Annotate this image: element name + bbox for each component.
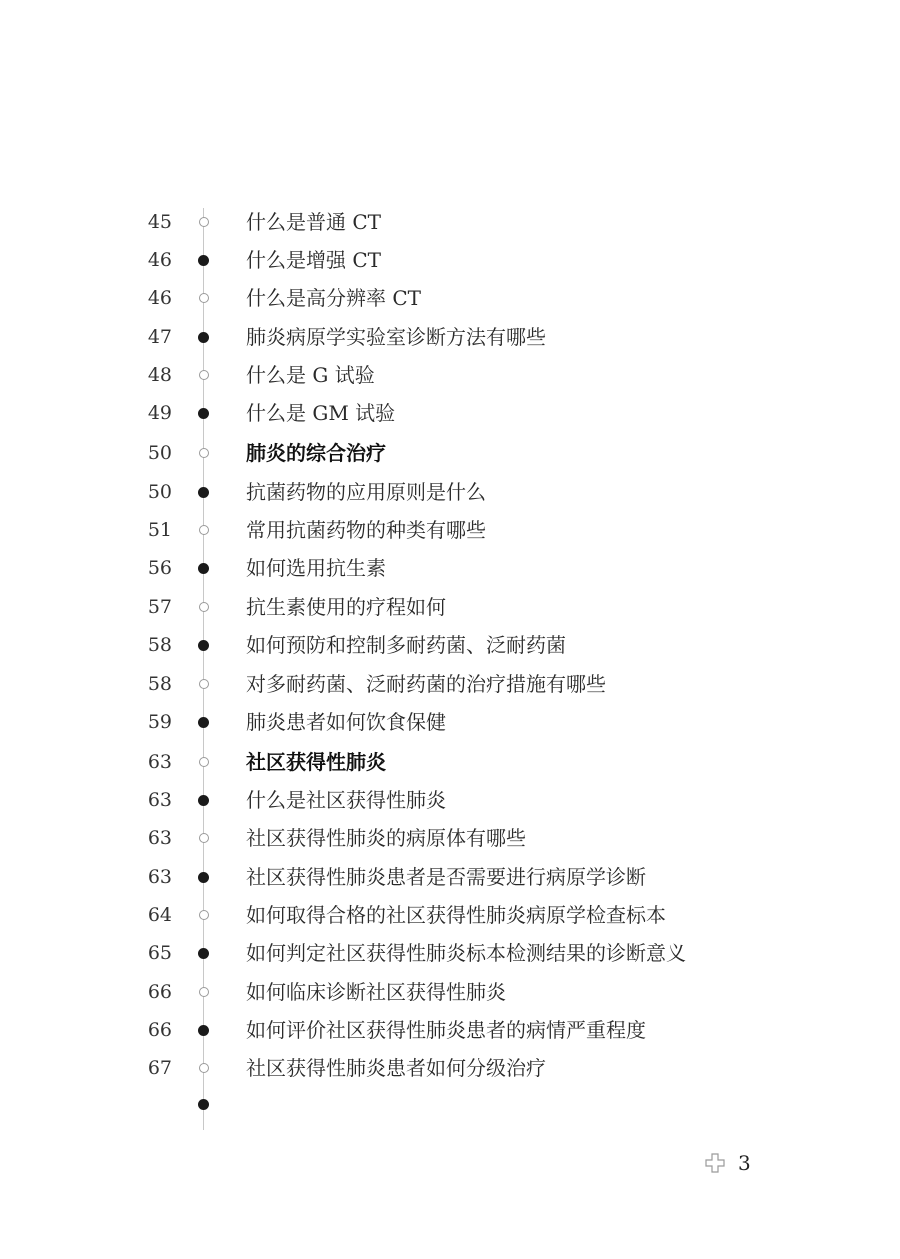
- toc-entry-title: 社区获得性肺炎: [246, 750, 386, 774]
- filled-dot-icon: [198, 408, 209, 419]
- toc-page-number: 47: [147, 326, 172, 348]
- open-dot-icon: [199, 448, 209, 458]
- toc-entry-title: 如何评价社区获得性肺炎患者的病情严重程度: [246, 1018, 646, 1042]
- toc-entry[interactable]: [0, 781, 900, 819]
- toc-page-number: 67: [147, 1057, 172, 1079]
- toc-page-number: 63: [147, 789, 172, 811]
- toc-section-heading[interactable]: [0, 743, 900, 781]
- toc-entry[interactable]: [0, 549, 900, 587]
- cross-outline-icon: [705, 1153, 725, 1173]
- open-dot-icon: [199, 370, 209, 380]
- filled-dot-icon: [198, 332, 209, 343]
- toc-entry[interactable]: [0, 1011, 900, 1049]
- toc-entry[interactable]: [0, 896, 900, 934]
- toc-page-number: 58: [147, 634, 172, 656]
- toc-entry-title: 肺炎患者如何饮食保健: [246, 710, 446, 734]
- toc-entry-title: 如何预防和控制多耐药菌、泛耐药菌: [246, 633, 566, 657]
- toc-entry-title: 如何临床诊断社区获得性肺炎: [246, 980, 506, 1004]
- toc-entry-title: 社区获得性肺炎的病原体有哪些: [246, 826, 526, 850]
- toc-entry[interactable]: [0, 973, 900, 1011]
- toc-page-number: 57: [147, 596, 172, 618]
- toc-page-number: 66: [147, 1019, 172, 1041]
- toc-page-number: 66: [147, 981, 172, 1003]
- toc-entry-title: 什么是增强 CT: [246, 248, 381, 272]
- toc-entry-title: 什么是高分辨率 CT: [246, 286, 421, 310]
- toc-entry[interactable]: [0, 665, 900, 703]
- toc-entry-title: 肺炎的综合治疗: [246, 441, 386, 465]
- filled-dot-icon: [198, 563, 209, 574]
- toc-entry[interactable]: [0, 203, 900, 241]
- toc-entry-title: 什么是 G 试验: [246, 363, 375, 387]
- toc-page-number: 45: [147, 211, 172, 233]
- toc-page-number: 46: [147, 249, 172, 271]
- toc-page-number: 51: [147, 519, 172, 541]
- toc-entry[interactable]: [0, 473, 900, 511]
- page-number: 3: [738, 1151, 751, 1175]
- toc-entry[interactable]: [0, 858, 900, 896]
- toc-entry-title: 如何选用抗生素: [246, 556, 386, 580]
- toc-page-number: 65: [147, 942, 172, 964]
- toc-page-number: 58: [147, 673, 172, 695]
- toc-page-number: 56: [147, 557, 172, 579]
- toc-page-number: 63: [147, 751, 172, 773]
- toc-page-number: 63: [147, 866, 172, 888]
- toc-entry-title: 肺炎病原学实验室诊断方法有哪些: [246, 325, 546, 349]
- toc-entry-title: 常用抗菌药物的种类有哪些: [246, 518, 486, 542]
- toc-entry[interactable]: [0, 394, 900, 432]
- open-dot-icon: [199, 987, 209, 997]
- toc-entry-title: 如何取得合格的社区获得性肺炎病原学检查标本: [246, 903, 666, 927]
- toc-entry-title: 什么是社区获得性肺炎: [246, 788, 446, 812]
- toc-entry[interactable]: [0, 511, 900, 549]
- filled-dot-icon: [198, 255, 209, 266]
- toc-page-number: 48: [147, 364, 172, 386]
- toc-page-number: 59: [147, 711, 172, 733]
- open-dot-icon: [199, 757, 209, 767]
- toc-entry[interactable]: [0, 318, 900, 356]
- open-dot-icon: [199, 679, 209, 689]
- open-dot-icon: [199, 1063, 209, 1073]
- toc-page-number: 49: [147, 402, 172, 424]
- toc-page-number: 50: [147, 442, 172, 464]
- timeline-end-dot: [198, 1099, 209, 1110]
- toc-entry[interactable]: [0, 626, 900, 664]
- toc-entry-title: 抗生素使用的疗程如何: [246, 595, 446, 619]
- open-dot-icon: [199, 293, 209, 303]
- toc-entry-title: 什么是 GM 试验: [246, 401, 396, 425]
- open-dot-icon: [199, 910, 209, 920]
- open-dot-icon: [199, 833, 209, 843]
- filled-dot-icon: [198, 487, 209, 498]
- toc-entry[interactable]: [0, 1049, 900, 1087]
- toc-entry-title: 对多耐药菌、泛耐药菌的治疗措施有哪些: [246, 672, 606, 696]
- toc-entry[interactable]: [0, 241, 900, 279]
- toc-entry[interactable]: [0, 588, 900, 626]
- filled-dot-icon: [198, 717, 209, 728]
- toc-page-number: 46: [147, 287, 172, 309]
- toc-entry[interactable]: [0, 279, 900, 317]
- filled-dot-icon: [198, 948, 209, 959]
- toc-entry-title: 社区获得性肺炎患者是否需要进行病原学诊断: [246, 865, 646, 889]
- toc-page-number: 64: [147, 904, 172, 926]
- open-dot-icon: [199, 602, 209, 612]
- toc-section-heading[interactable]: [0, 434, 900, 472]
- filled-dot-icon: [198, 795, 209, 806]
- toc-entry-title: 如何判定社区获得性肺炎标本检测结果的诊断意义: [246, 941, 686, 965]
- toc-entry-title: 抗菌药物的应用原则是什么: [246, 480, 486, 504]
- open-dot-icon: [199, 525, 209, 535]
- filled-dot-icon: [198, 1025, 209, 1036]
- toc-page-number: 63: [147, 827, 172, 849]
- toc-entry[interactable]: [0, 703, 900, 741]
- filled-dot-icon: [198, 640, 209, 651]
- toc-entry-title: 什么是普通 CT: [246, 210, 381, 234]
- toc-entry[interactable]: [0, 356, 900, 394]
- toc-page-number: 50: [147, 481, 172, 503]
- open-dot-icon: [199, 217, 209, 227]
- filled-dot-icon: [198, 872, 209, 883]
- toc-entry[interactable]: [0, 934, 900, 972]
- toc-entry[interactable]: [0, 819, 900, 857]
- toc-entry-title: 社区获得性肺炎患者如何分级治疗: [246, 1056, 546, 1080]
